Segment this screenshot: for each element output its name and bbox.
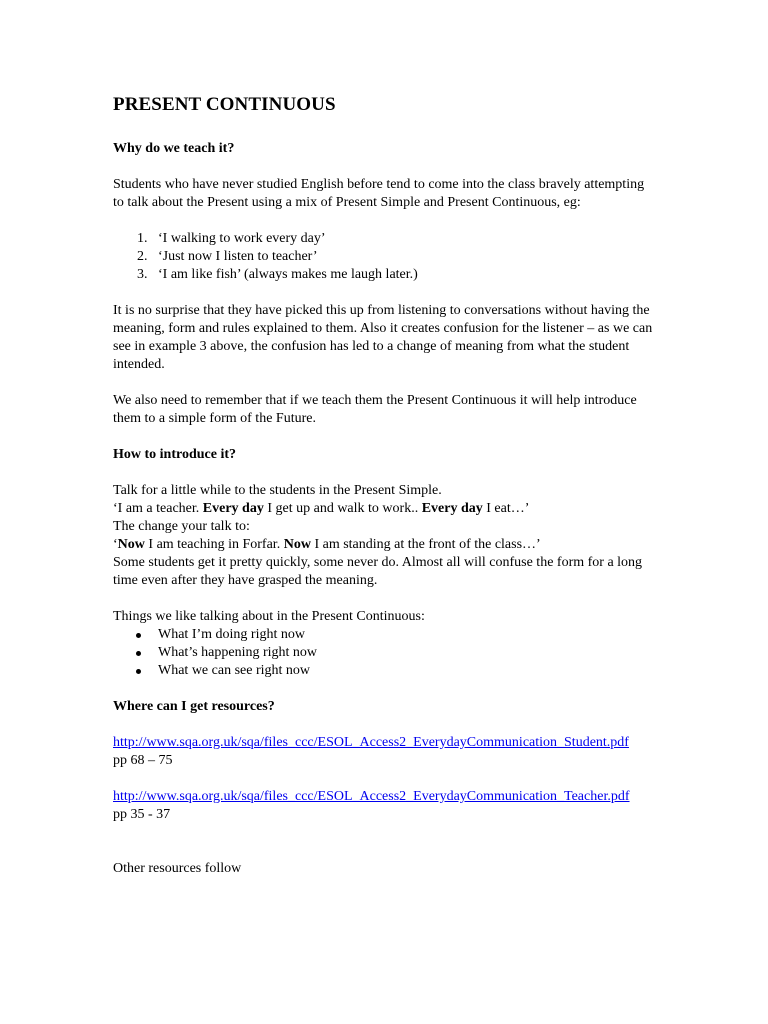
things-list xyxy=(113,626,658,680)
list-item xyxy=(113,266,658,284)
list-item: What’s happening right now xyxy=(113,644,658,662)
section-heading-resources: Where can I get resources? xyxy=(113,699,275,714)
now-line: ‘Now I am teaching in Forfar. Now I am standing at the front of the class…’ xyxy=(113,537,541,552)
change-line: The change your talk to: xyxy=(113,519,250,534)
list-item xyxy=(113,248,658,266)
student-resource-link[interactable]: http://www.sqa.org.uk/sqa/files_ccc/ESOL_Access2_EverydayCommunication_Student.pdf xyxy=(113,735,629,750)
intro-paragraph: Students who have never studied English before tend to come into the class bravely attempting to talk about the Present using a mix of Present Simple and Present Continuous, eg: xyxy=(113,177,645,210)
document-title: PRESENT CONTINUOUS xyxy=(113,94,336,115)
list-marker: 2. xyxy=(137,249,148,264)
resource-student xyxy=(113,734,658,752)
list-marker: 1. xyxy=(137,231,148,246)
bullet-icon xyxy=(136,669,141,674)
section-heading-why: Why do we teach it? xyxy=(113,141,235,156)
talk-line: Talk for a little while to the students in the Present Simple. xyxy=(113,483,442,498)
list-item xyxy=(113,230,658,248)
examples-list xyxy=(113,230,658,284)
every-day-line: ‘I am a teacher. Every day I get up and walk to work.. Every day I eat…’ xyxy=(113,501,530,516)
list-item-text: ‘I am like fish’ (always makes me laugh later.) xyxy=(158,267,418,282)
section-heading-how: How to introduce it? xyxy=(113,447,237,462)
surprise-paragraph: It is no surprise that they have picked this up from listening to conversations without having the meaning, form and rules explained to them. Also it creates confusion for the listener – as we can see in example 3 above, the confusion has led to a change of meaning from what the student intended. xyxy=(113,303,653,372)
teacher-resource-link[interactable]: http://www.sqa.org.uk/sqa/files_ccc/ESOL_Access2_EverydayCommunication_Teacher.pdf xyxy=(113,789,630,804)
resource-teacher xyxy=(113,788,658,806)
things-intro: Things we like talking about in the Present Continuous: xyxy=(113,609,425,624)
document-body xyxy=(113,92,658,878)
bullet-icon xyxy=(136,651,141,656)
list-item: What we can see right now xyxy=(113,662,658,680)
list-item-text: ‘Just now I listen to teacher’ xyxy=(158,249,318,264)
other-resources-note: Other resources follow xyxy=(113,861,242,876)
students-paragraph: Some students get it pretty quickly, some never do. Almost all will confuse the form for a long time even after they have grasped the meaning. xyxy=(113,555,643,588)
list-item: What I’m doing right now xyxy=(113,626,658,644)
resource-teacher-pages: pp 35 - 37 xyxy=(113,807,171,822)
resource-student-pages: pp 68 – 75 xyxy=(113,753,173,768)
list-item-text: ‘I walking to work every day’ xyxy=(158,231,326,246)
list-marker: 3. xyxy=(137,267,148,282)
bullet-icon xyxy=(136,633,141,638)
future-paragraph: We also need to remember that if we teach them the Present Continuous it will help introduce them to a simple form of the Future. xyxy=(113,393,637,426)
